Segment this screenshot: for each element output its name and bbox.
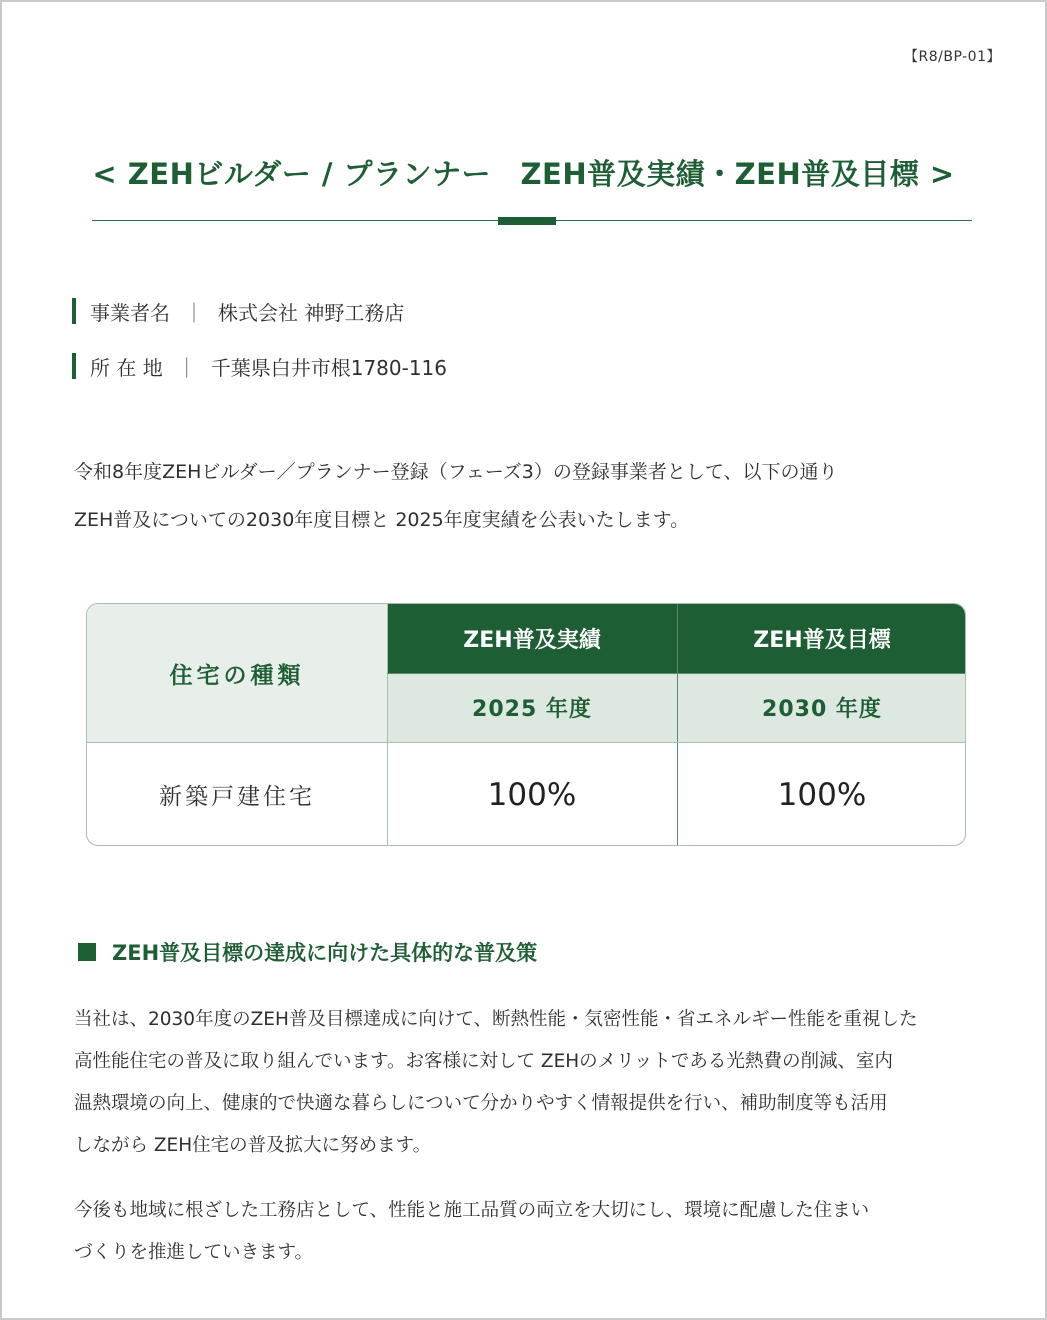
square-bullet-icon xyxy=(78,943,96,961)
paragraph-1-line-2: 高性能住宅の普及に取り組んでいます。お客様に対して ZEHのメリットである光熱費の削減、室内 xyxy=(74,1051,893,1072)
row-marker xyxy=(72,298,76,324)
section-heading-text: ZEH普及目標の達成に向けた具体的な普及策 xyxy=(112,941,538,965)
page-title: < ZEHビルダー / プランナー ZEH普及実績・ZEH普及目標 > xyxy=(92,157,955,191)
row-actual-value: 100% xyxy=(487,776,577,813)
row-marker xyxy=(72,353,76,379)
table-divider xyxy=(387,604,388,846)
business-name-label: 事業者名 xyxy=(90,300,170,325)
table-divider xyxy=(87,742,966,743)
target-header: ZEH普及目標 xyxy=(677,604,966,673)
intro-line-2: ZEH普及についての2030年度目標と 2025年度実績を公表いたします。 xyxy=(74,509,690,531)
target-year: 2030 年度 xyxy=(677,673,966,742)
paragraph-2-line-2: づくりを推進していきます。 xyxy=(74,1242,314,1263)
housing-type-header: 住宅の種類 xyxy=(87,604,387,742)
row-target-value: 100% xyxy=(777,776,867,813)
row-housing-type: 新築戸建住宅 xyxy=(159,784,315,810)
paragraph-1-line-4: しながら ZEH住宅の普及拡大に努めます。 xyxy=(74,1135,432,1156)
zeh-table xyxy=(86,603,966,846)
section-heading xyxy=(78,937,537,967)
actual-header: ZEH普及実績 xyxy=(387,604,677,673)
location-label: 所 在 地 xyxy=(90,355,163,380)
intro-line-1: 令和8年度ZEHビルダー／プランナー登録（フェーズ3）の登録事業者として、以下の通り xyxy=(74,461,838,483)
paragraph-1-line-3: 温熱環境の向上、健康的で快適な暮らしについて分かりやすく情報提供を行い、補助制度等も活用 xyxy=(74,1093,888,1114)
table-divider xyxy=(677,604,678,846)
title-divider-accent xyxy=(498,217,556,225)
paragraph-2-line-1: 今後も地域に根ざした工務店として、性能と施工品質の両立を大切にし、環境に配慮した住まい xyxy=(74,1200,870,1221)
business-name-value: 株式会社 神野工務店 xyxy=(218,300,405,325)
actual-year: 2025 年度 xyxy=(387,673,677,742)
separator: ｜ xyxy=(184,300,204,325)
document-code: 【R8/BP-01】 xyxy=(904,49,1001,65)
separator: ｜ xyxy=(176,355,197,380)
location-value: 千葉県白井市根1780-116 xyxy=(210,355,448,380)
location-row xyxy=(72,351,447,381)
business-name-row xyxy=(72,296,404,326)
paragraph-1-line-1: 当社は、2030年度のZEH普及目標達成に向けて、断熱性能・気密性能・省エネルギー性能を重視した xyxy=(74,1009,918,1030)
table-divider xyxy=(387,673,966,674)
